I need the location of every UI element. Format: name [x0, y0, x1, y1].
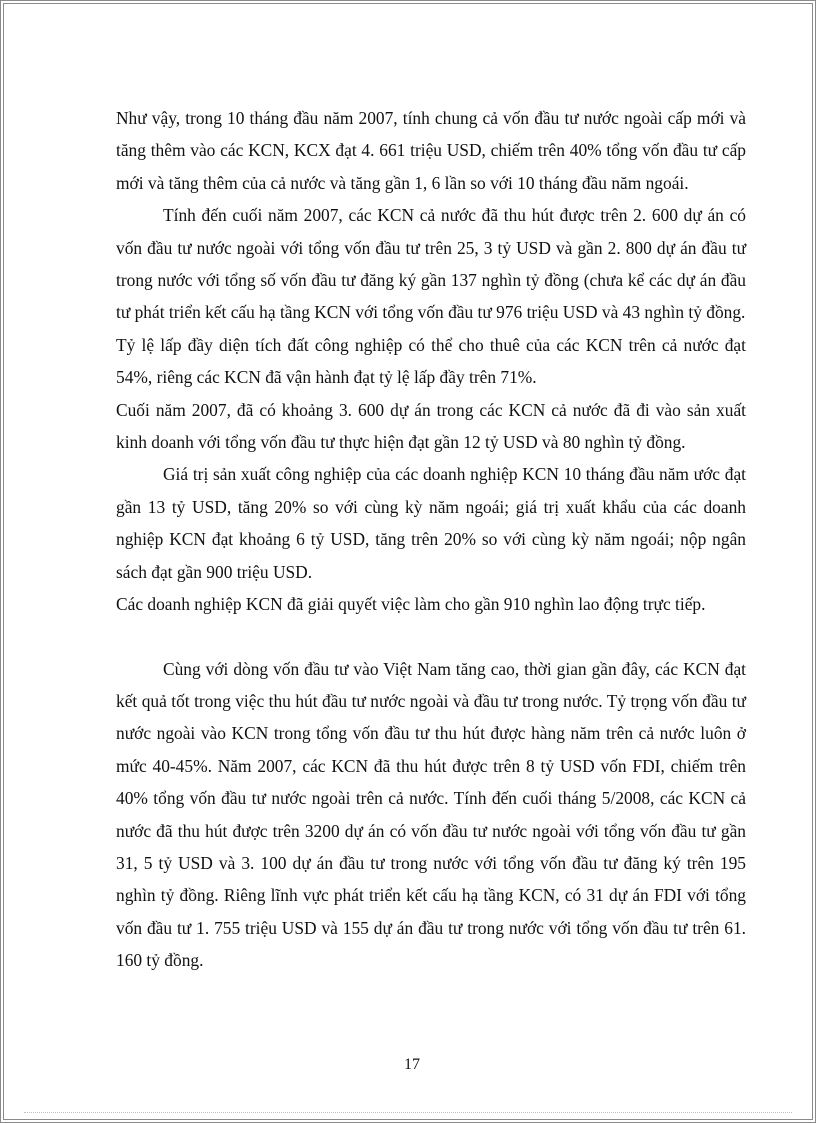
paragraph-7: Cùng với dòng vốn đầu tư vào Việt Nam tăng cao, thời gian gần đây, các KCN đạt kết quả tốt trong việc thu hút đầu tư nước ngoài và đầu tư trong nước. Tỷ trọng vốn đầu tư nước ngoài vào KCN trong tổng vốn đầu tư thu hút được hàng năm trên cả nước luôn ở mức 40-45%. Năm 2007, các KCN đã thu hút được trên 8 tỷ USD vốn FDI, chiếm trên 40% tổng vốn đầu tư nước ngoài trên cả nước. Tính đến cuối tháng 5/2008, các KCN cả nước đã thu hút được trên 3200 dự án có vốn đầu tư nước ngoài với tổng vốn đầu tư gần 31, 5 tỷ USD và 3. 100 dự án đầu tư trong nước với tổng vốn đầu tư đăng ký trên 195 nghìn tỷ đồng. Riêng lĩnh vực phát triển kết cấu hạ tầng KCN, có 31 dự án FDI với tổng vốn đầu tư 1. 755 triệu USD và 155 dự án đầu tư trong nước với tổng vốn đầu tư trên 61. 160 tỷ đồng. — [116, 658, 746, 971]
paragraph-3: Tỷ lệ lấp đầy diện tích đất công nghiệp có thể cho thuê của các KCN trên cả nước đạt 54%, riêng các KCN đã vận hành đạt tỷ lệ lấp đầy trên 71%. — [116, 334, 746, 388]
paragraph-5: Giá trị sản xuất công nghiệp của các doanh nghiệp KCN 10 tháng đầu năm ước đạt gần 13 tỷ USD, tăng 20% so với cùng kỳ năm ngoái; giá trị xuất khẩu của các doanh nghiệp KCN đạt khoảng 6 tỷ USD, tăng trên 20% so với cùng kỳ năm ngoái; nộp ngân sách đạt gần 900 triệu USD. — [116, 464, 746, 582]
paragraph-4: Cuối năm 2007, đã có khoảng 3. 600 dự án trong các KCN cả nước đã đi vào sản xuất kinh doanh với tổng vốn đầu tư thực hiện đạt gần 12 tỷ USD và 80 nghìn tỷ đồng. — [116, 399, 746, 453]
bottom-dotted-rule — [24, 1112, 792, 1113]
paragraph-1: Như vậy, trong 10 tháng đầu năm 2007, tính chung cả vốn đầu tư nước ngoài cấp mới và tăng thêm vào các KCN, KCX đạt 4. 661 triệu USD, chiếm trên 40% tổng vốn đầu tư cấp mới và tăng thêm của cả nước và tăng gần 1, 6 lần so với 10 tháng đầu năm ngoái. — [116, 108, 746, 193]
paragraph-2: Tính đến cuối năm 2007, các KCN cả nước đã thu hút được trên 2. 600 dự án có vốn đầu tư nước ngoài với tổng vốn đầu tư trên 25, 3 tỷ USD và gần 2. 800 dự án đầu tư trong nước với tổng số vốn đầu tư đăng ký gần 137 nghìn tỷ đồng (chưa kể các dự án đầu tư phát triển kết cấu hạ tầng KCN với tổng vốn đầu tư 976 triệu USD và 43 nghìn tỷ đồng. — [116, 205, 746, 323]
document-body — [116, 102, 746, 977]
paragraph-6: Các doanh nghiệp KCN đã giải quyết việc làm cho gần 910 nghìn lao động trực tiếp. — [116, 594, 706, 615]
page-number: 17 — [404, 1056, 420, 1073]
